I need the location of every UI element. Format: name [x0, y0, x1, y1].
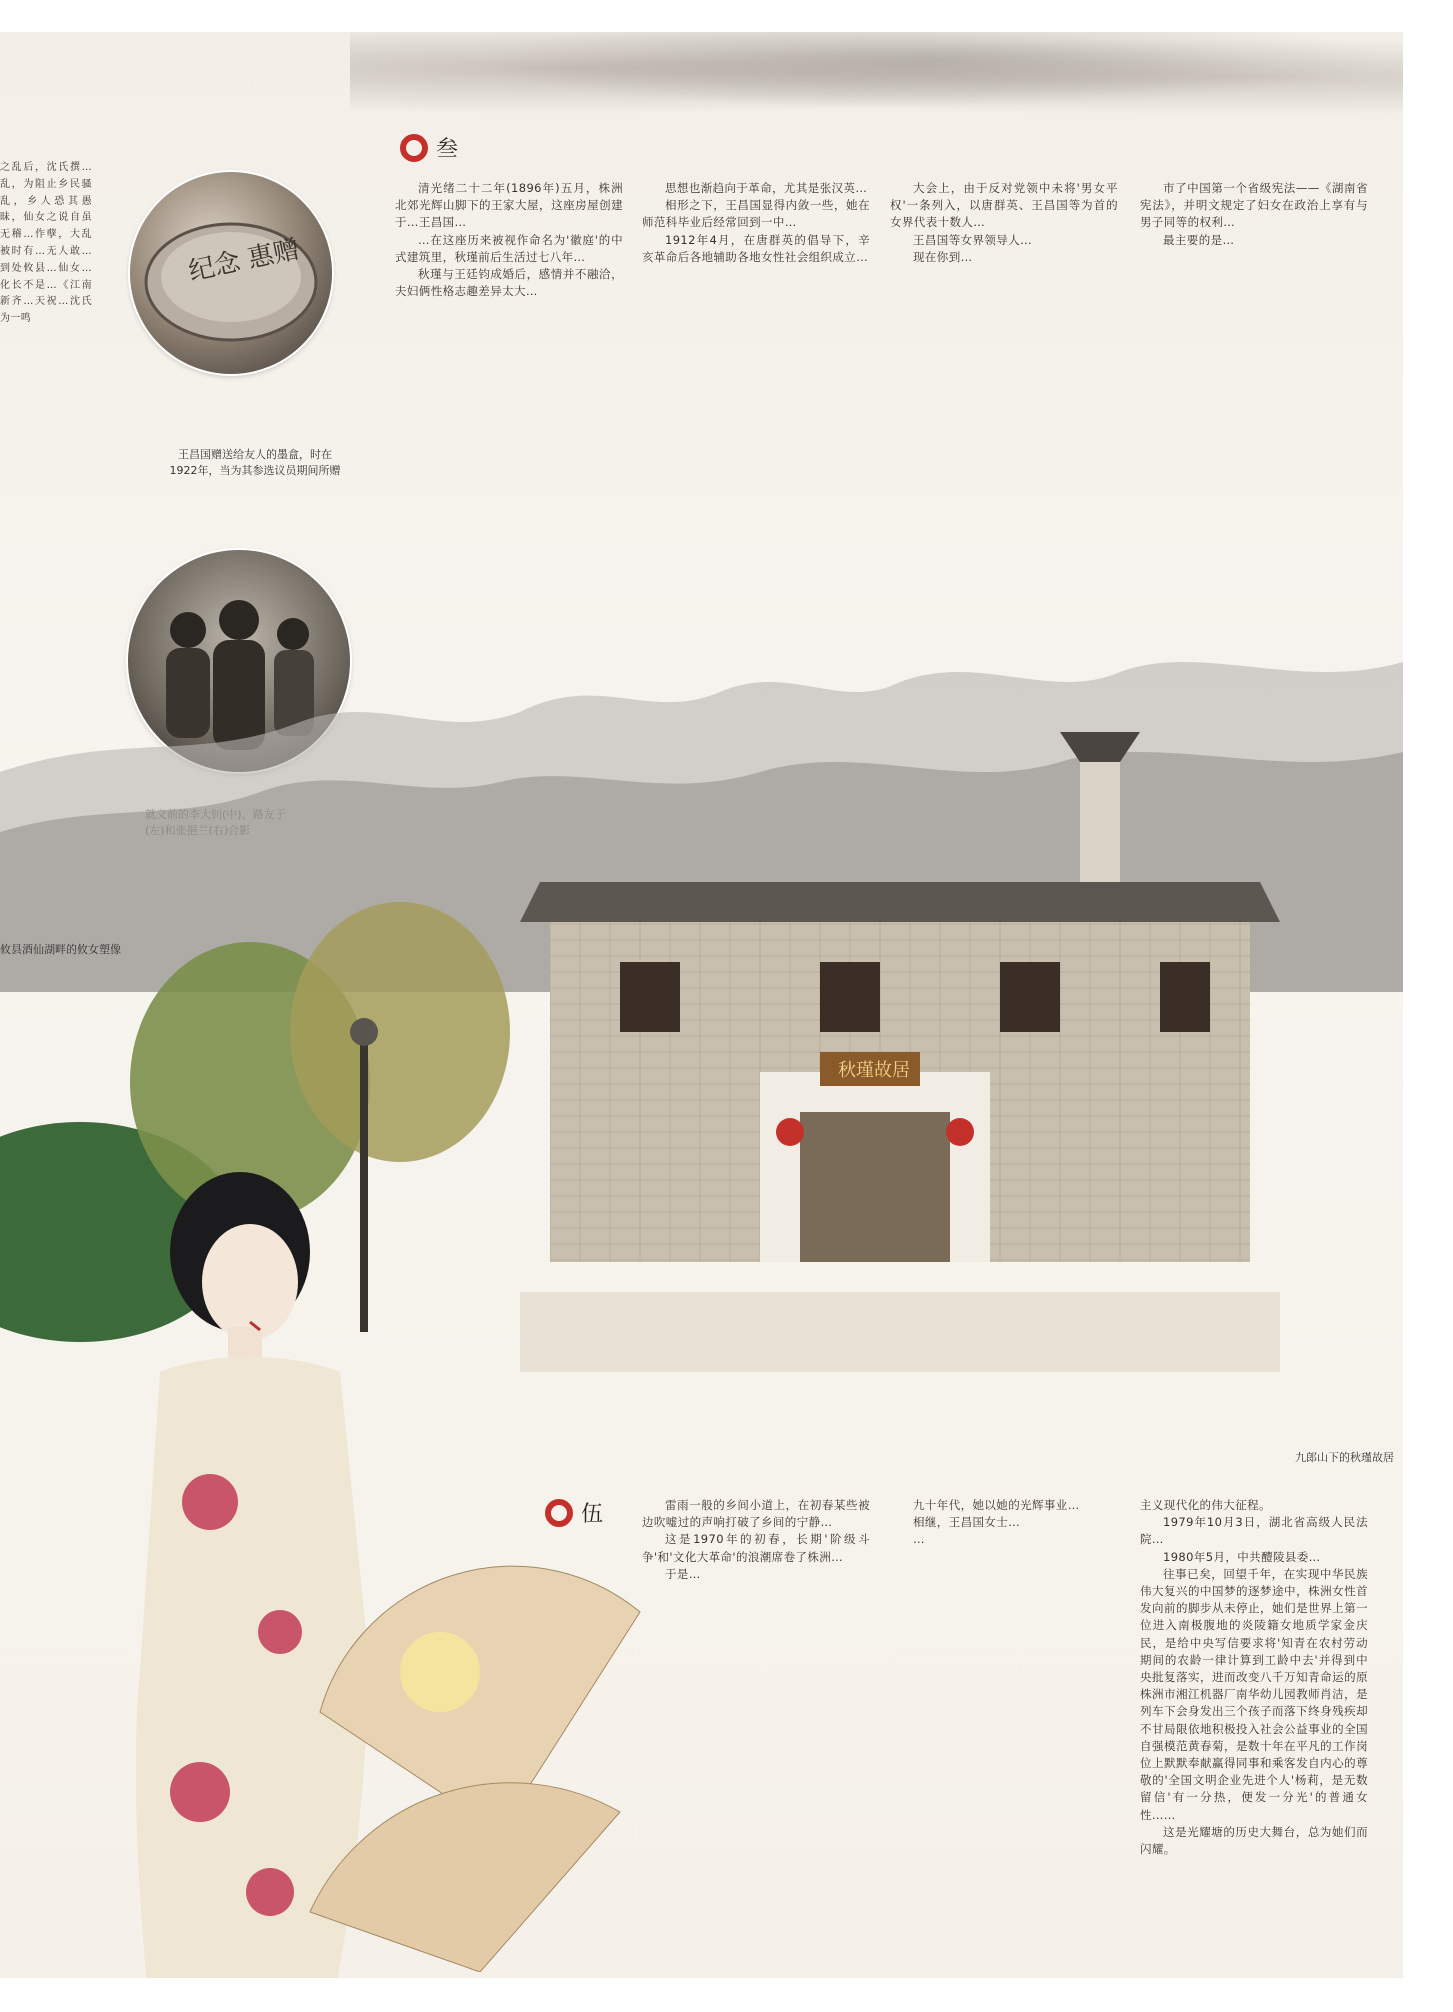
col-b-p1: 思想也渐趋向于革命，尤其是张汉英… — [665, 181, 868, 195]
inkstone-caption-line1: 王昌国赠送给友人的墨盒，时在 — [178, 448, 332, 461]
col-b-p2: 相形之下，王昌国显得内敛一些，她在师范科毕业后经常回到一中… — [642, 198, 870, 230]
ink-wash-top — [350, 32, 1403, 122]
col-g-p3: 1980年5月，中共醴陵县委… — [1163, 1549, 1321, 1564]
text-column-g — [1140, 1497, 1368, 1967]
col-g-p5: 这是光耀塘的历史大舞台，总为她们而闪耀。 — [1140, 1824, 1368, 1857]
col-a-p2: …在这座历来被视作命名为'徽庭'的中式建筑里，秋瑾前后生活过七八年… — [395, 232, 623, 264]
text-column-e — [642, 1497, 870, 1967]
col-a-p3: 秋瑾与王廷钧成婚后，感情并不融洽，夫妇俩性格志趣差异太大… — [395, 267, 623, 299]
col-g-p4: 往事已矣，回望千年，在实现中华民族伟大复兴的中国梦的逐梦途中，株洲女性首发向前的脚步从未停止，她们是世界上第一位进入南极腹地的炎陵籍女地质学家金庆民，是给中央写信要求将'知青在农村劳动期间的农龄一律计算到工龄中去'并得到中央批复落实，进而改变八千万知青命运的原株洲市湘江机器厂南华幼儿园教师肖洁，是列车下会身发出三个孩子而落下终身残疾却不甘局限依地积极投入社会公益事业的全国自强模范黄春菊，是数十年在平凡的工作岗位上默默奉献赢得同事和乘客发自内心的尊敬的'全国文明企业先进个人'杨莉，是无数留信'有一分热，便发一分光'的普通女性…… — [1140, 1566, 1368, 1822]
inkstone-caption-line2: 1922年，当为其参选议员期间所赠 — [169, 464, 341, 477]
section-heading-wu — [545, 1497, 603, 1528]
section-marker-icon — [400, 134, 428, 162]
col-c-p2: 王昌国等女界领导人… — [913, 232, 1032, 247]
col-g-p1: 主义现代化的伟大征程。 — [1140, 1498, 1271, 1512]
text-column-d — [1140, 180, 1368, 620]
section-title-wu: 伍 — [581, 1502, 604, 1527]
col-f-p3: … — [913, 1532, 925, 1547]
section-title-san: 叁 — [436, 137, 459, 162]
left-text: 之乱后，沈氏撰…乱，为阻止乡民骚乱，乡人恐其愚昧，仙女之说自虽无稽…作孽，大乱被时有…无人敢…到处攸县…仙女…化长不是…《江南新齐…天祝…沈氏为一鸣 — [0, 162, 92, 325]
col-g-p2: 1979年10月3日，湖北省高级人民法院… — [1140, 1515, 1368, 1547]
col-a-p1: 清光绪二十二年(1896年)五月，株洲北郊光辉山脚下的王家大屋，这座房屋创建于…王昌国… — [395, 181, 623, 230]
folding-fans — [300, 1412, 660, 1972]
building-plaque: 秋瑾故居 — [838, 1060, 910, 1081]
col-c-p1: 大会上，由于反对党领中未将'男女平权'一条列入，以唐群英、王昌国等为首的女界代表十数人… — [890, 181, 1118, 230]
section-marker-icon-2 — [545, 1499, 573, 1527]
col-e-p2: 这是1970年的初春，长期'阶级斗争'和'文化大革命'的浪潮席卷了株洲… — [642, 1532, 870, 1564]
col-d-p1: 市了中国第一个省级宪法——《湖南省宪法》，并明文规定了妇女在政治上享有与男子同等的权利… — [1140, 181, 1368, 230]
inkstone-illustration — [130, 172, 332, 374]
inkstone-photo — [130, 172, 332, 374]
col-e-p3: 于是… — [665, 1566, 701, 1581]
col-b-p3: 1912年4月，在唐群英的倡导下，辛亥革命后各地辅助各地女性社会组织成立… — [642, 232, 870, 264]
inkstone-engraving: 纪念 惠赠 — [186, 234, 303, 288]
inkstone-caption — [140, 447, 370, 479]
residence-building — [520, 732, 1280, 1372]
col-d-p2: 最主要的是… — [1163, 232, 1235, 247]
newspaper-page — [0, 32, 1403, 1978]
text-column-f — [890, 1497, 1118, 1967]
section-heading-san — [400, 132, 458, 163]
col-e-p1: 雷雨一般的乡间小道上，在初春某些被边吹嘘过的声响打破了乡间的宁静… — [642, 1498, 870, 1530]
lake-caption: 攸县酒仙湖畔的攸女塑像 — [0, 943, 121, 956]
col-f-p2: 相继，王昌国女士… — [913, 1515, 1021, 1530]
col-c-p3: 现在你到… — [913, 249, 973, 264]
residence-caption: 九郎山下的秋瑾故居 — [1295, 1451, 1394, 1464]
col-f-p1: 九十年代，她以她的光辉事业… — [913, 1498, 1080, 1512]
